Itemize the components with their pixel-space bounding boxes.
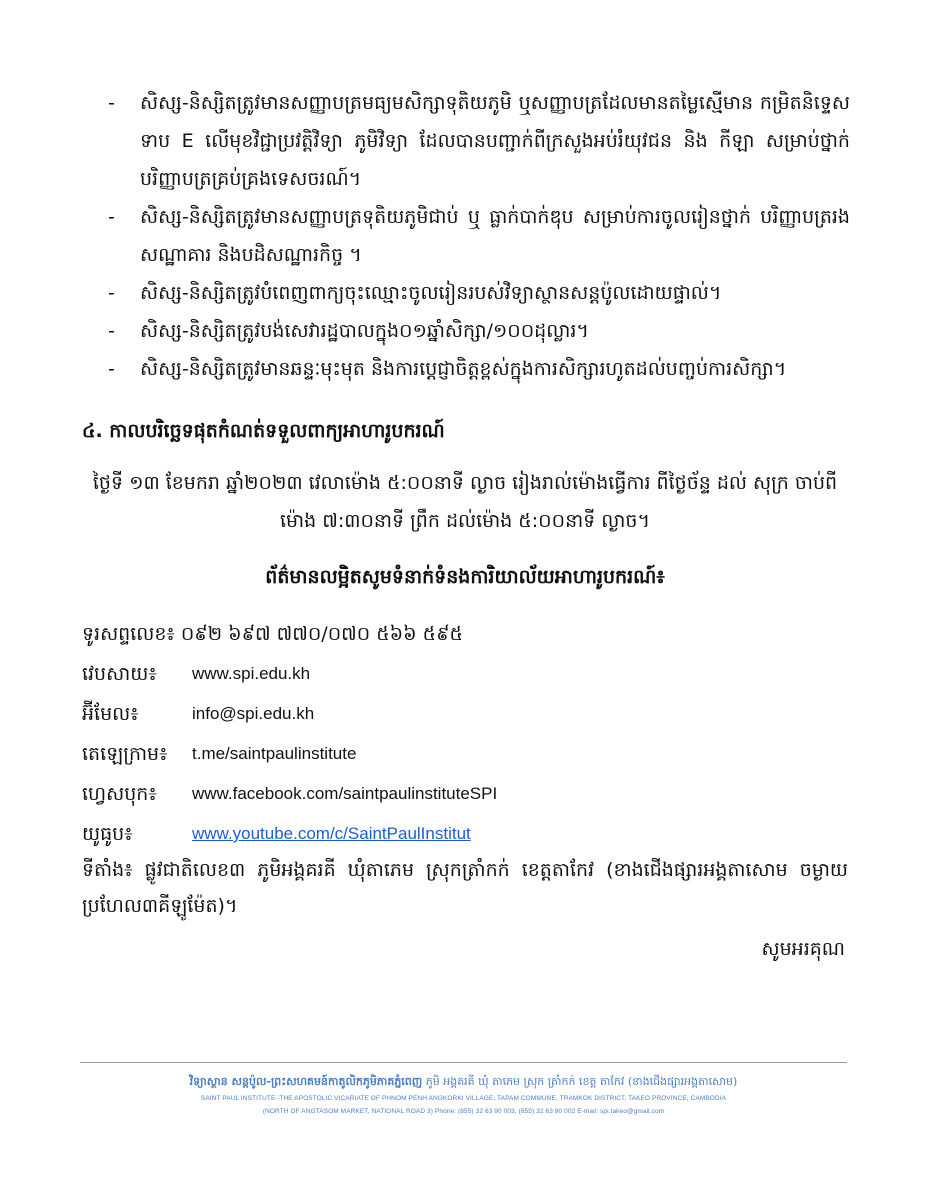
contact-row-email [82, 694, 848, 734]
website-value: www.spi.edu.kh [192, 664, 311, 683]
footer-khmer-line [80, 1072, 847, 1092]
address-text: ទីតាំង៖ ផ្លូវជាតិលេខ៣ ភូមិអង្គគរគី ឃុំតាភេម ស្រុកត្រាំកក់ ខេត្តតាកែវ (ខាងជើងផ្សារអង្គតាសោម ចម្ងាយប្រហែល៣គីឡូម៉ែត)។ [82, 859, 848, 917]
facebook-value: www.facebook.com/saintpaulinstituteSPI [192, 784, 498, 803]
youtube-link[interactable]: www.youtube.com/c/SaintPaulInstitut [192, 824, 471, 843]
requirement-text: សិស្ស-និស្សិតត្រូវមានសញ្ញាបត្រមធ្យមសិក្សាទុតិយភូមិ ឬសញ្ញាបត្រដែលមានតម្លៃស្មើមាន កម្រិតនិទ្ទេសទាប E លើមុខវិជ្ជាប្រវត្តិវិទ្យា ភូមិវិទ្យា ដែលបានបញ្ជាក់ពីក្រសួងអប់រំយុវជន និង កីឡា សម្រាប់ថ្នាក់បរិញ្ញាបត្រគ្រប់គ្រងទេសចរណ៍។ [140, 92, 850, 190]
requirement-item [100, 198, 850, 274]
requirement-item [100, 274, 850, 312]
deadline-heading: ៤. កាលបរិច្ឆេទផុតកំណត់ទទួលពាក្យអាហារូបករណ៍ [82, 420, 445, 442]
telegram-value: t.me/saintpaulinstitute [192, 744, 357, 763]
requirement-item [100, 312, 850, 350]
requirement-item [100, 84, 850, 198]
email-label: អ៊ីមែល៖ [82, 703, 139, 725]
footer-khmer-name: វិទ្យាស្ថាន សន្តប៉ូល-ព្រះសហគមន៍កាតូលិកភូមិភាគភ្នំពេញ [189, 1075, 423, 1088]
thanks-text: សូមអរគុណ [761, 938, 845, 960]
email-value: info@spi.edu.kh [192, 704, 315, 723]
bullet-dash: - [108, 358, 115, 380]
contact-row-telegram [82, 734, 848, 774]
contact-row-facebook [82, 774, 848, 814]
bullet-dash: - [108, 320, 115, 342]
contact-row-youtube [82, 814, 848, 854]
youtube-label: យូធូប៖ [82, 823, 133, 845]
website-label: វេបសាយ៖ [82, 663, 157, 685]
deadline-text: ថ្ងៃទី ១៣ ខែមករា ឆ្នាំ២០២៣ វេលាម៉ោង ៥:០០នាទី ល្ងាច រៀងរាល់ម៉ោងធ្វើការ ពីថ្ងៃច័ន្ទ ដល់ សុក្រ ចាប់ពីម៉ោង ៧:៣០នាទី ព្រឹក ដល់ម៉ោង ៥:០០នាទី ល្ងាច។ [92, 472, 838, 532]
footer [80, 1072, 847, 1118]
contact-row-website [82, 654, 848, 694]
requirement-text: សិស្ស-និស្សិតត្រូវបំពេញពាក្យចុះឈ្មោះចូលរៀនរបស់វិទ្យាស្ថានសន្តប៉ូលដោយផ្ទាល់។ [140, 282, 722, 304]
bullet-dash: - [108, 206, 115, 228]
contact-heading: ព័ត៌មានលម្អិតសូមទំនាក់ទំនងការិយាល័យអាហារូបករណ៍៖ [265, 566, 665, 588]
requirements-list [100, 84, 850, 388]
footer-khmer-address: ភូមិ អង្គគរគី ឃុំ តាភេម ស្រុក ត្រាំកក់ ខេត្ត តាកែវ (ខាងជើងផ្សារអង្គតាសោម) [425, 1075, 738, 1088]
requirement-text: សិស្ស-និស្សិតត្រូវបង់សេវារដ្ឋបាលក្នុង០១ឆ្នាំសិក្សា/១០០ដុល្លារ។ [140, 320, 589, 342]
phone-text: ទូរសព្ទលេខ៖ ០៩២ ៦៩៧ ៧៧០/០៧០ ៥៦៦ ៥៩៥ [82, 623, 463, 645]
requirement-text: សិស្ស-និស្សិតត្រូវមានសញ្ញាបត្រទុតិយភូមិជាប់ ឬ ធ្លាក់បាក់ឌុប សម្រាប់ការចូលរៀនថ្នាក់ បរិញ្ញាបត្ររងសណ្ឋាគារ និងបដិសណ្ឋារកិច្ច ។ [140, 206, 850, 266]
telegram-label: តេឡេក្រាម៖ [82, 743, 168, 765]
contact-row-phone [82, 614, 848, 654]
facebook-label: ហ្វេសបុក៖ [82, 783, 157, 805]
contact-list [82, 614, 848, 854]
requirement-item [100, 350, 850, 388]
bullet-dash: - [108, 92, 115, 114]
bullet-dash: - [108, 282, 115, 304]
footer-divider [80, 1062, 847, 1063]
requirement-text: សិស្ស-និស្សិតត្រូវមានឆន្ទៈមុះមុត និងការប្តេជ្ញាចិត្តខ្ពស់ក្នុងការសិក្សារហូតដល់បញ្ចប់ការសិក្សា។ [140, 358, 787, 380]
footer-english-line-2: (NORTH OF ANGTASOM MARKET, NATIONAL ROAD 3) Phone: (855) 32 63 90 003, (855) 32 63 90 002 E-mail: spi.takeo@gmail.com [262, 1108, 665, 1115]
footer-english-line-1: SAINT PAUL INSTITUTE- THE APOSTOLIC VICARIATE OF PHNOM PENH ANGKORKI VILLAGE, TAPAM COMMUNE, TRAMKOK DISTRICT, TAKEO PROVINCE, CAMBODIA [200, 1095, 727, 1102]
